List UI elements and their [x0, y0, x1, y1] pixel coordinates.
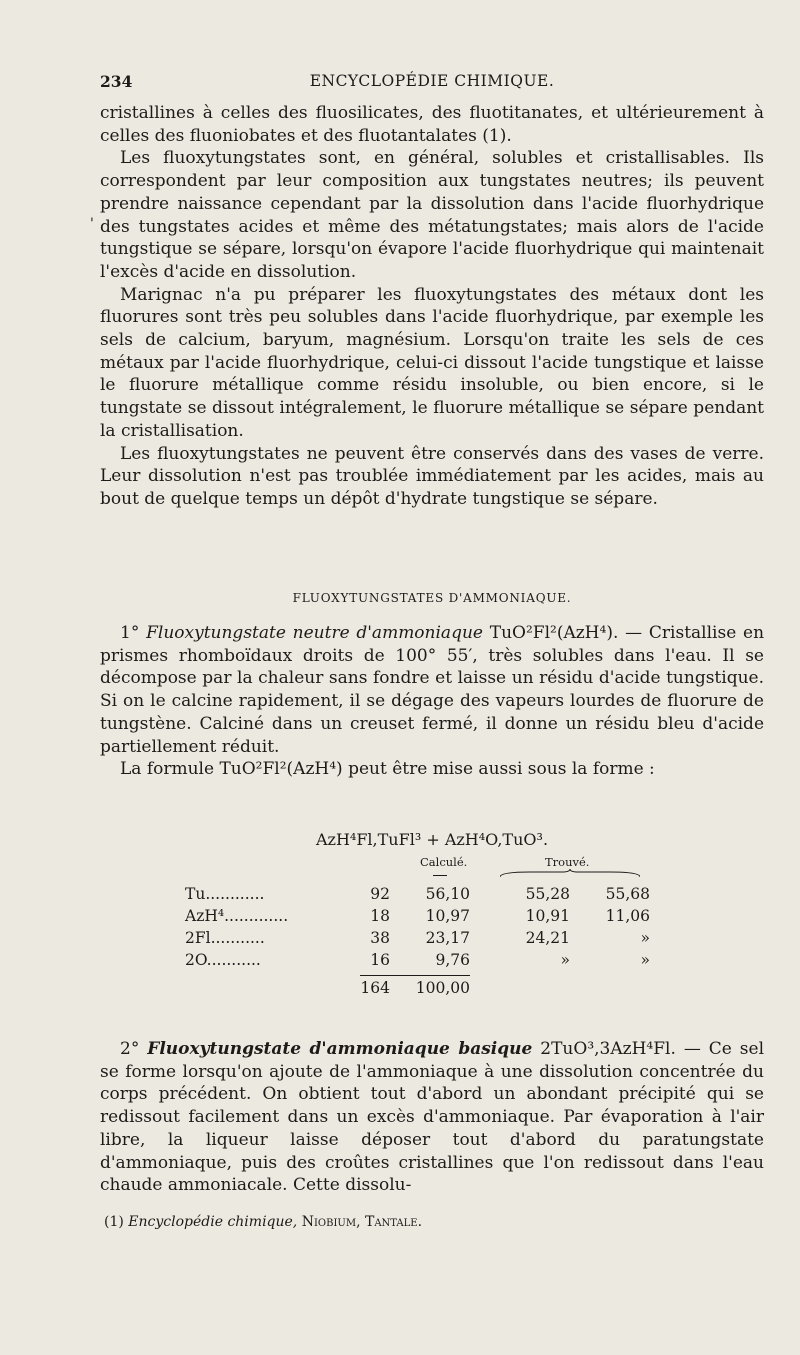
row-weight: 16 [370, 951, 390, 969]
running-title: ENCYCLOPÉDIE CHIMIQUE. [309, 72, 555, 90]
item-1-formula: TuO²Fl²(AzH⁴). [489, 623, 619, 643]
row-calculated: 23,17 [425, 929, 470, 947]
footnote-work: Encyclopédie chimique, [128, 1214, 298, 1230]
item-2-text: — Ce sel se forme lorsqu'on ajoute de l'ammoniaque à une dissolution concentrée du corps précédent. On obtient tout d'abord un abondant précipité qui se redissout facilement dans un excès d'ammoniaque. Par évaporation à l'air libre, la liqueur laisse déposer tout d'abord du paratungstate d'ammoniaque, puis des croûtes cristallines que l'on redissout dans l'eau chaude ammoniacale. Cette dissolu- [100, 1039, 765, 1196]
row-found-2: » [640, 951, 650, 969]
body-text [100, 102, 764, 511]
item-1-text: — Cristallise en prismes rhomboïdaux droits de 100° 55′, très solubles dans l'eau. Il se décompose par la chaleur sans fondre et laisse un résidu d'acide tungstique. Si on le calcine rapidement, il se dégage des vapeurs lourdes de fluorure de tungstène. Calciné dans un creuset fermé, il donne un résidu bleu d'acide partiellement réduit. [100, 623, 765, 757]
paragraph-1: cristallines à celles des fluosilicates, des fluotitanates, et ultérieurement à celles des fluoniobates et des fluotantalates (1). [100, 103, 764, 146]
item-2-formula: 2TuO³,3AzH⁴Fl. [540, 1039, 676, 1059]
row-weight: 18 [370, 907, 390, 925]
page-number: 234 [100, 72, 133, 91]
section-title: FLUOXYTUNGSTATES D'AMMONIAQUE. [292, 591, 572, 605]
row-label: 2Fl........... [185, 929, 265, 947]
item-1-paragraph [100, 622, 764, 758]
row-weight: 38 [370, 929, 390, 947]
row-calculated: 56,10 [425, 885, 470, 903]
row-found-2: » [640, 929, 650, 947]
row-found-2: 11,06 [605, 907, 650, 925]
row-label: AzH⁴............. [185, 907, 289, 925]
total-weight: 164 [360, 979, 390, 997]
item-1-number: 1° [120, 623, 140, 643]
header-calculated: Calculé. [420, 855, 468, 869]
item-2-name: Fluoxytungstate d'ammoniaque basique [147, 1039, 533, 1059]
row-weight: 92 [370, 885, 390, 903]
page-header [100, 72, 764, 96]
row-found-1: » [560, 951, 570, 969]
total-calculated: 100,00 [415, 979, 470, 997]
header-found: Trouvé. [545, 855, 590, 869]
row-label: 2O........... [185, 951, 261, 969]
row-found-1: 24,21 [525, 929, 570, 947]
row-found-1: 55,28 [525, 885, 570, 903]
found-brace [500, 869, 640, 879]
formula-intro: La formule TuO²Fl²(AzH⁴) peut être mise aussi sous la forme : [120, 759, 655, 780]
item-2-paragraph [100, 1038, 764, 1197]
row-calculated: 9,76 [435, 951, 470, 969]
paragraph-3: Marignac n'a pu préparer les fluoxytungstates des métaux dont les fluorures sont très peu solubles dans l'acide fluorhydrique, par exemple les sels de calcium, baryum, magnésium. Lorsqu'on traite les sels de ces métaux par l'acide fluorhydrique, celui-ci dissout l'acide tungstique et laisse le fluorure métallique comme résidu insoluble, ou bien encore, si le tungstate se dissout intégralement, le fluorure métallique se sépare pendant la cristallisation. [100, 284, 764, 441]
footnote-volume: Niobium, Tantale. [301, 1214, 423, 1230]
section-item-2 [100, 1038, 764, 1197]
item-1-name: Fluoxytungstate neutre d'ammoniaque [146, 623, 483, 643]
calc-header-rule [433, 875, 447, 876]
margin-dot: ' [90, 216, 94, 232]
row-calculated: 10,97 [425, 907, 470, 925]
total-rule [360, 975, 470, 976]
footnote-number: (1) [104, 1214, 124, 1230]
row-found-1: 10,91 [525, 907, 570, 925]
section-item-1 [100, 622, 764, 781]
paragraph-2: Les fluoxytungstates sont, en général, solubles et cristallisables. Ils correspondent par leur composition aux tungstates neutres; ils peuvent prendre naissance cependant par la dissolution dans l'acide fluorhydrique des tungstates acides et même des métatungstates; mais alors de l'acide tungstique se sépare, lorsqu'on évapore l'acide fluorhydrique qui maintenait l'excès d'acide en dissolution. [100, 148, 764, 282]
formula: AzH⁴Fl,TuFl³ + AzH⁴O,TuO³. [315, 830, 549, 849]
paragraph-4: Les fluoxytungstates ne peuvent être conservés dans des vases de verre. Leur dissolution n'est pas troublée immédiatement par les acides, mais au bout de quelque temps un dépôt d'hydrate tungstique se sépare. [100, 443, 764, 509]
row-found-2: 55,68 [605, 885, 650, 903]
footnote [104, 1214, 764, 1230]
row-label: Tu............ [185, 885, 265, 903]
analysis-table [185, 855, 745, 1025]
item-2-number: 2° [120, 1039, 140, 1059]
